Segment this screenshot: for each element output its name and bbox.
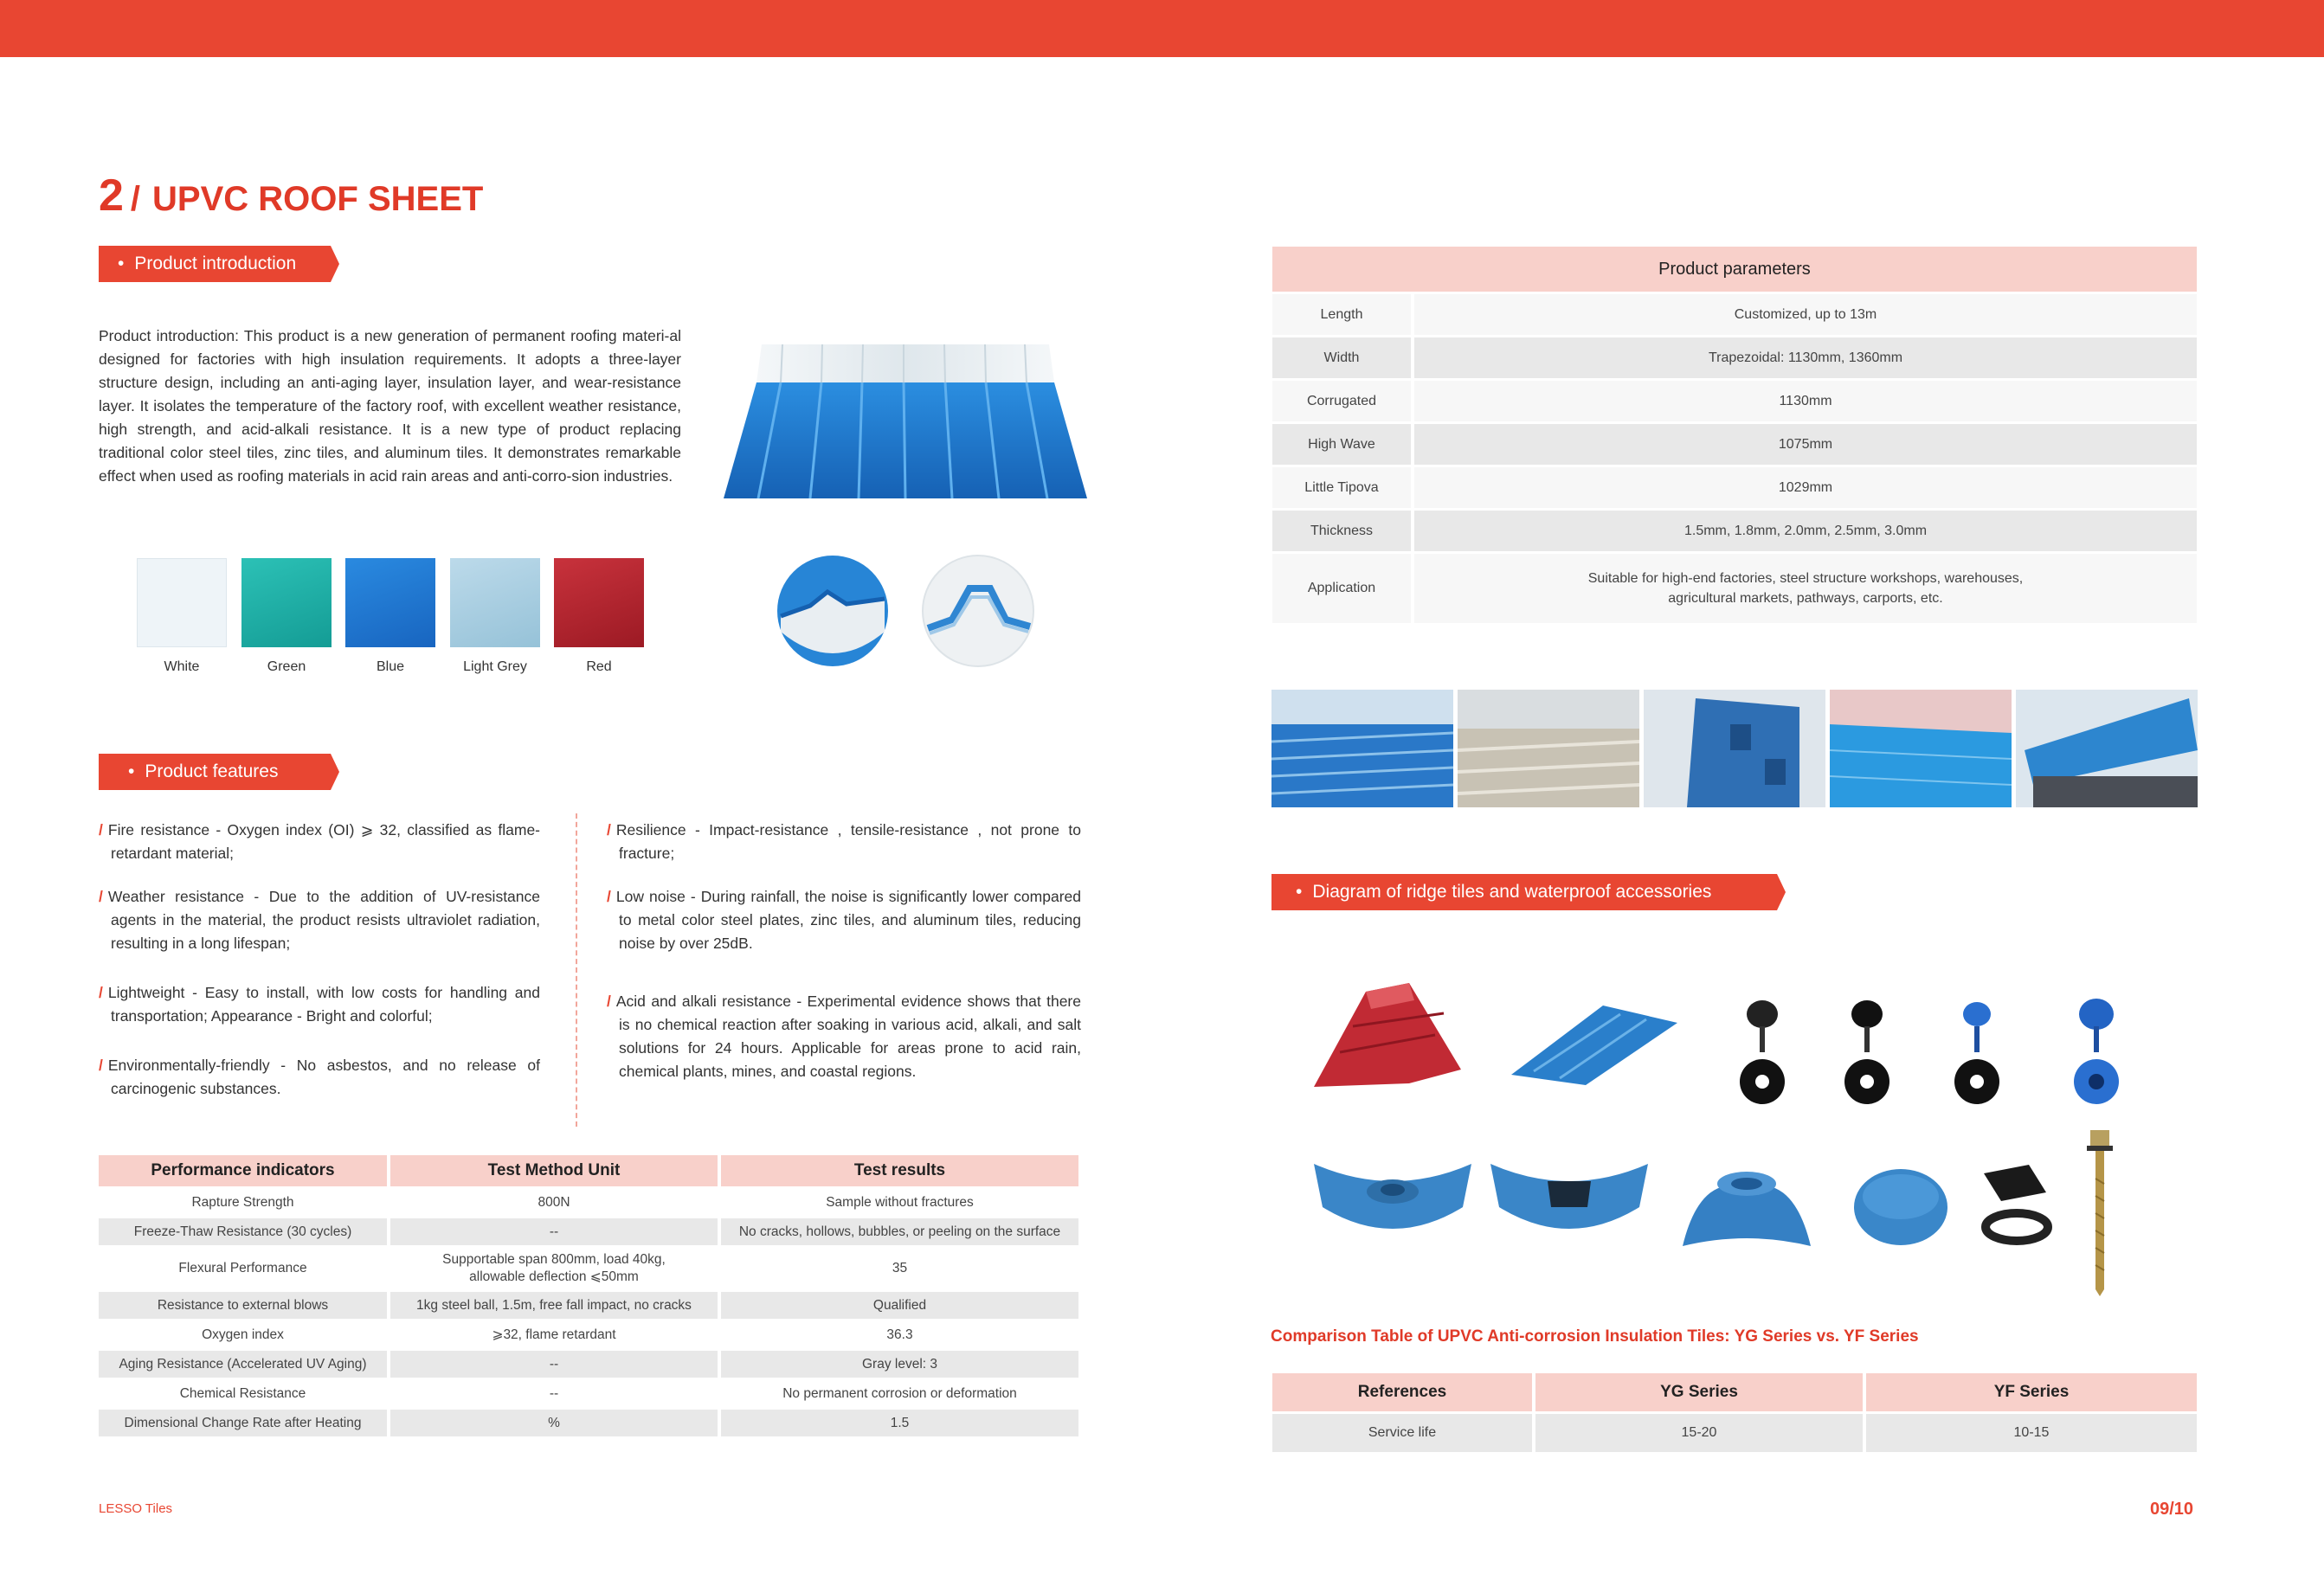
table-row: Length Customized, up to 13m xyxy=(1272,294,2197,335)
feature-lightweight: / Lightweight - Easy to install, with low costs for handling and transportation; Appearance - Bright and colorful; xyxy=(99,984,540,1025)
blue-cap-cover xyxy=(1851,1162,1950,1249)
swatch-white xyxy=(137,558,227,647)
comparison-title: Comparison Table of UPVC Anti-corrosion Insulation Tiles: YG Series vs. YF Series xyxy=(1271,1327,1919,1346)
comparison-header-row xyxy=(1272,1373,2197,1411)
application-photo-2 xyxy=(1458,690,1639,807)
performance-header-method: Test Method Unit xyxy=(390,1155,718,1186)
waterproof-saddle-2 xyxy=(1487,1147,1651,1250)
comparison-header-yf: YF Series xyxy=(1866,1373,2197,1411)
title-slash: / xyxy=(130,180,141,218)
table-row: High Wave 1075mm xyxy=(1272,424,2197,465)
performance-table xyxy=(95,1153,1082,1439)
feature-low-noise: / Low noise - During rainfall, the noise is significantly lower compared to metal color steel plates, zinc tiles, and aluminum tiles, reducing noise by over 25dB. xyxy=(607,888,1081,952)
table-row: Thickness 1.5mm, 1.8mm, 2.0mm, 2.5mm, 3.0mm xyxy=(1272,511,2197,551)
gasket-washer-set xyxy=(1977,1161,2060,1248)
application-photo-5 xyxy=(2016,690,2198,807)
product-features-tag: • Product features xyxy=(99,754,331,790)
swatch-label-white: White xyxy=(164,659,200,674)
diagram-accessories-tag: • Diagram of ridge tiles and waterproof accessories xyxy=(1271,874,1777,910)
table-row: Dimensional Change Rate after Heating % 1.5 xyxy=(99,1410,1078,1436)
swatch-label-red: Red xyxy=(586,659,612,674)
blue-ridge-tile-image xyxy=(1508,988,1679,1087)
parameters-title: Product parameters xyxy=(1272,247,2197,292)
table-row: Chemical Resistance -- No permanent corrosion or deformation xyxy=(99,1380,1078,1407)
product-features-tag-label: Product features xyxy=(145,761,279,781)
performance-header-result: Test results xyxy=(721,1155,1078,1186)
table-row: Aging Resistance (Accelerated UV Aging) -- Gray level: 3 xyxy=(99,1351,1078,1378)
blue-fixing-cap-1 xyxy=(1951,995,2003,1108)
product-introduction-tag: • Product introduction xyxy=(99,246,331,282)
profile-circle-white xyxy=(921,554,1035,668)
page-number: 09/10 xyxy=(2150,1500,2194,1519)
comparison-table xyxy=(1269,1371,2200,1455)
table-row: Corrugated 1130mm xyxy=(1272,381,2197,421)
self-drilling-screw xyxy=(2082,1127,2118,1296)
diagram-accessories-tag-label: Diagram of ridge tiles and waterproof accessories xyxy=(1312,882,1712,902)
performance-header-indicator: Performance indicators xyxy=(99,1155,387,1186)
table-row: Oxygen index ⩾32, flame retardant 36.3 xyxy=(99,1321,1078,1348)
feature-acid-alkali-resistance: / Acid and alkali resistance - Experimental evidence shows that there is no chemical reaction after soaking in various acid, alkali, and salt solutions for 24 hours. Applicable for areas prone to acid rain, chemical plants, mines, and coastal regions. xyxy=(607,993,1081,1080)
feature-weather-resistance: / Weather resistance - Due to the addition of UV-resistance agents in the material, the product resists ultraviolet radiation, resulting in a long lifespan; xyxy=(99,888,540,952)
comparison-header-references: References xyxy=(1272,1373,1532,1411)
page-title xyxy=(99,170,483,222)
red-ridge-tile-image xyxy=(1305,974,1463,1095)
product-parameters-table xyxy=(1269,244,2200,626)
application-photo-1 xyxy=(1271,690,1453,807)
swatch-red xyxy=(554,558,644,647)
comparison-header-yg: YG Series xyxy=(1535,1373,1863,1411)
swatch-label-blue: Blue xyxy=(376,659,405,674)
section-number: 2 xyxy=(99,170,124,221)
table-row: Application Suitable for high-end factories, steel structure workshops, warehouses, agricultural markets, pathways, carports, etc. xyxy=(1272,554,2197,623)
feature-resilience: / Resilience - Impact-resistance , tensile-resistance , not prone to fracture; xyxy=(607,821,1081,862)
profile-circle-blue xyxy=(776,554,890,668)
parameters-header-row xyxy=(1272,247,2197,292)
footer-brand: LESSO Tiles xyxy=(99,1501,173,1516)
table-row: Freeze-Thaw Resistance (30 cycles) -- No cracks, hollows, bubbles, or peeling on the surface xyxy=(99,1218,1078,1245)
table-row: Service life 15-20 10-15 xyxy=(1272,1414,2197,1452)
top-accent-bar xyxy=(0,0,2324,57)
table-row: Flexural Performance Supportable span 800mm, load 40kg, allowable deflection ⩽50mm 35 xyxy=(99,1248,1078,1289)
swatch-light-grey xyxy=(450,558,540,647)
table-row: Resistance to external blows 1kg steel ball, 1.5m, free fall impact, no cracks Qualified xyxy=(99,1292,1078,1319)
table-row: Width Trapezoidal: 1130mm, 1360mm xyxy=(1272,337,2197,378)
black-fixing-cap-2 xyxy=(1841,995,1893,1108)
swatch-label-light-grey: Light Grey xyxy=(463,659,527,674)
application-photo-3 xyxy=(1644,690,1825,807)
features-divider xyxy=(576,813,577,1127)
performance-header-row xyxy=(99,1155,1078,1186)
table-row: Little Tipova 1029mm xyxy=(1272,467,2197,508)
feature-fire-resistance: / Fire resistance - Oxygen index (OI) ⩾ 32, classified as flame-retardant material; xyxy=(99,821,540,862)
feature-environmentally-friendly: / Environmentally-friendly - No asbestos, and no release of carcinogenic substances. xyxy=(99,1057,540,1097)
swatch-green xyxy=(241,558,332,647)
application-photo-4 xyxy=(1830,690,2012,807)
roof-sheet-image xyxy=(720,337,1091,504)
title-text: UPVC ROOF SHEET xyxy=(152,180,484,218)
swatch-label-green: Green xyxy=(267,659,306,674)
black-fixing-cap-1 xyxy=(1736,995,1788,1108)
swatch-blue xyxy=(345,558,435,647)
waterproof-saddle-3 xyxy=(1677,1144,1816,1258)
product-introduction-tag-label: Product introduction xyxy=(134,254,297,273)
waterproof-saddle-1 xyxy=(1310,1147,1475,1250)
intro-paragraph: Product introduction: This product is a new generation of permanent roofing materi-al designed for factories with high insulation requirements. It adopts a three-layer structure design, including an anti-aging layer, insulation layer, and wear-resistance layer. It isolates the temperature of the factory roof, with excellent weather resistance, high strength, and acid-alkali resistance. It is a new type of product replacing traditional color steel tiles, zinc tiles, and aluminum tiles. It demonstrates remarkable effect when used as roofing materials in acid rain areas and anti-corro-sion industries. xyxy=(99,327,681,485)
table-row: Rapture Strength 800N Sample without fractures xyxy=(99,1189,1078,1216)
blue-fixing-cap-2 xyxy=(2070,995,2122,1108)
